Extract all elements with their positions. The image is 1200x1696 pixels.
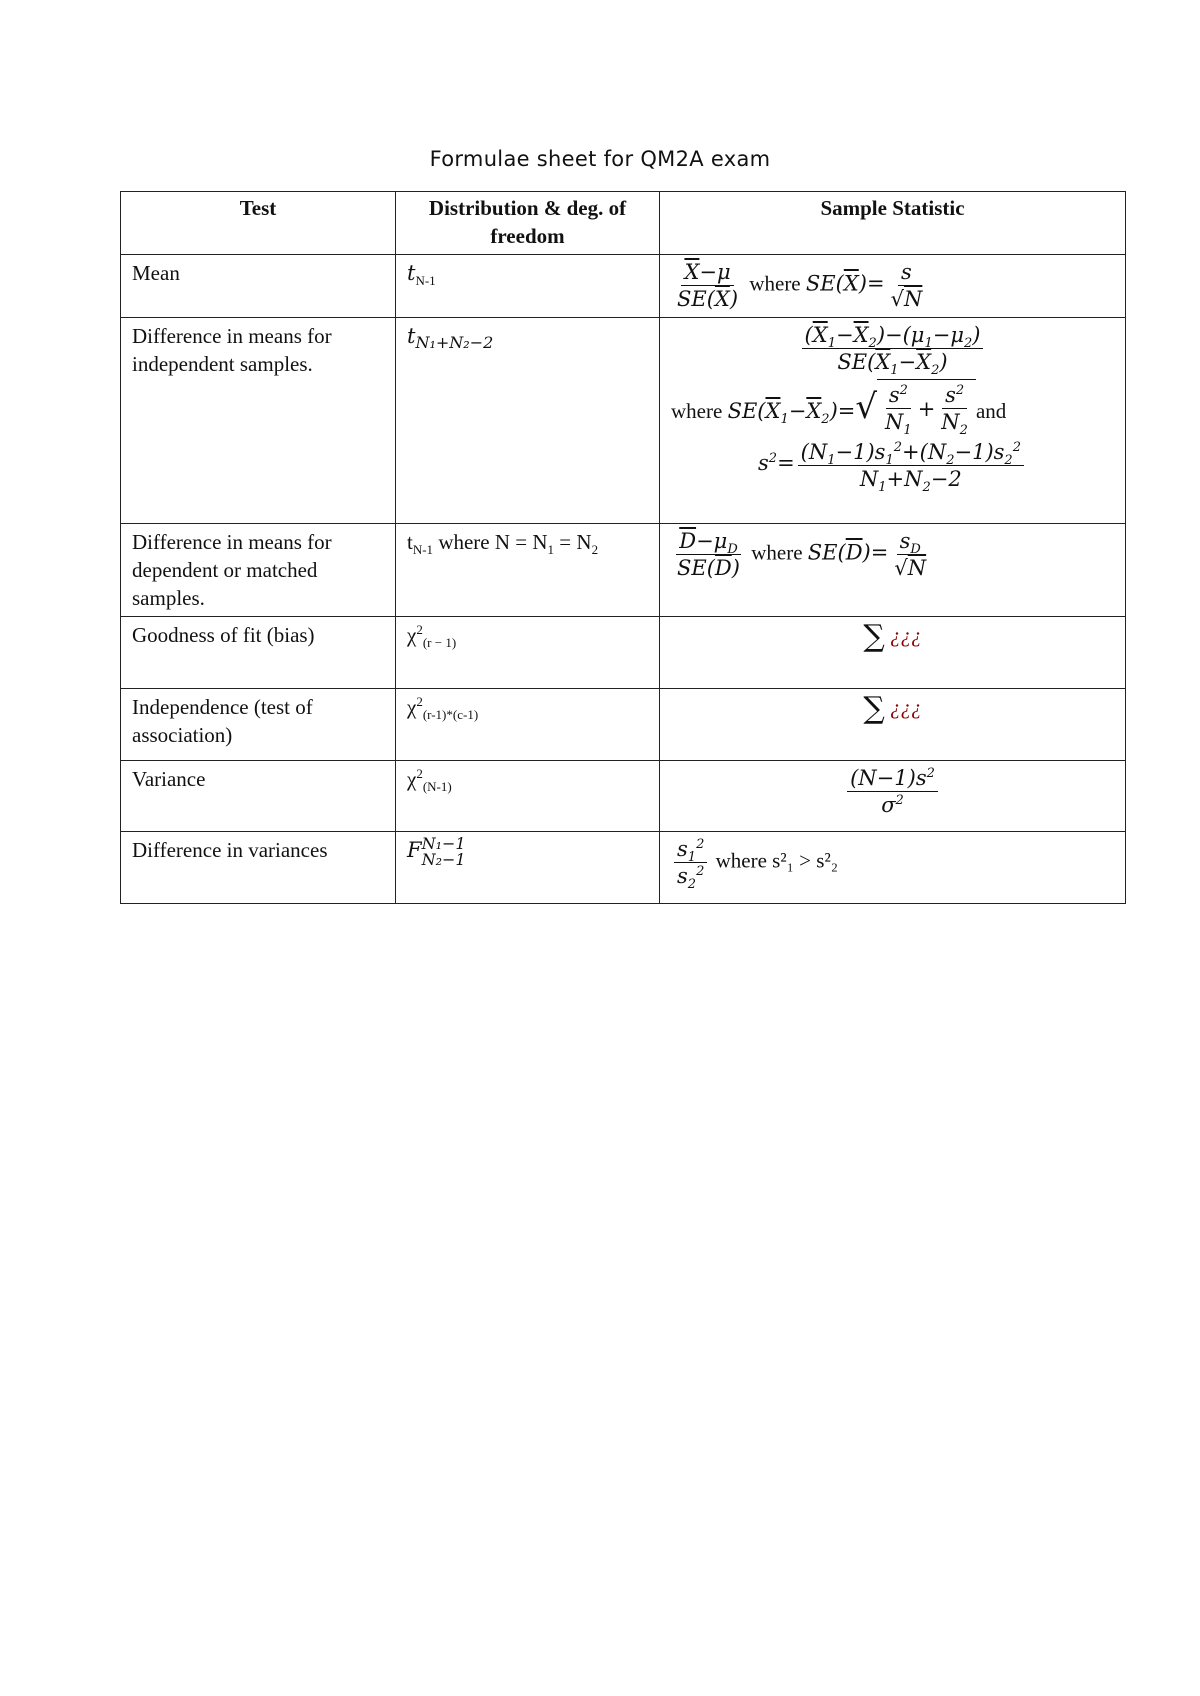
variance-condition: where s²₁ > s²₂: [710, 848, 839, 873]
dist-text-2: = N: [554, 530, 592, 554]
table-row: [121, 318, 1126, 524]
pooled-se-sqrt: √ $\frac{s^2}{N_1}$ + $\frac{s^2}{N_2}$: [855, 379, 976, 435]
se-mean-fraction: $\frac{s}{√N}$: [890, 260, 923, 311]
dist-superscript: 2: [416, 622, 423, 637]
dist-subscript: N-1: [415, 273, 436, 289]
table-header-row: [121, 192, 1126, 255]
header-test: Test: [121, 192, 396, 255]
dist-symbol: χ: [407, 767, 417, 791]
distribution-cell: [396, 617, 660, 689]
table-row: [121, 617, 1126, 689]
unknown-glyphs: ¿¿¿: [890, 695, 922, 719]
se-d-fraction: $\frac{s_D}{√N}$: [894, 529, 927, 580]
dist-text-subscript: 1: [547, 542, 555, 558]
mean-t-fraction: $\frac{\overline{X}-\mu}{SE(\overline{X})}$: [677, 260, 739, 311]
dist-superscript: N₁−1: [421, 834, 466, 854]
dist-symbol: t: [407, 530, 413, 554]
and-label: and: [975, 399, 1007, 423]
distribution-cell: [396, 689, 660, 761]
table-row: [121, 832, 1126, 904]
statistic-cell: [660, 761, 1126, 832]
dist-subscript: N₁+N₂−2: [415, 333, 494, 353]
dist-text: where N = N: [433, 530, 548, 554]
statistic-cell: [660, 689, 1126, 761]
unknown-glyphs: ¿¿¿: [890, 623, 922, 647]
pooled-variance-fraction: $\frac{(N_1-1)s_1^2+(N_2-1)s_2^2}{N_1+N_2-2}$: [798, 439, 1024, 492]
test-cell: Independence (test of association): [121, 689, 396, 761]
test-cell: Variance: [121, 761, 396, 832]
dist-subscript: N-1: [412, 542, 434, 558]
dist-subscript: (r-1)*(c-1): [422, 707, 479, 723]
dist-subscript: (r − 1): [422, 635, 457, 651]
dist-text-2-subscript: 2: [591, 542, 599, 558]
dist-symbol: F: [407, 838, 422, 862]
dist-symbol: t: [407, 324, 416, 348]
dist-superscript: 2: [416, 694, 423, 709]
statistic-cell: [660, 832, 1126, 904]
statistic-cell: [660, 617, 1126, 689]
distribution-cell: [396, 832, 660, 904]
header-distribution: Distribution & deg. of freedom: [396, 192, 660, 255]
independent-t-fraction: $\frac{(\overline{X}_1-\overline{X}_2)-(\mu_1-\mu_2)}{SE(\overline{X}_1-\overline{X}_2)}$: [802, 322, 984, 375]
statistic-cell: $\frac{(\overline{X}_1-\overline{X}_2)-(\mu_1-\mu_2)}{SE(\overline{X}_1-\overline{X}_2)}$ where $SE(\overline{X}_1-\overline{X}_2)=$ √ $\frac{s^2}{N_1}$ + $\frac{s^2}{N_2}$ and $s^2=$ $\frac{(N_1-1)s_1^2+(N_2-1)s_2^2}{N_1+N_2-2}$: [660, 318, 1126, 524]
dist-symbol: t: [407, 261, 416, 285]
dependent-t-fraction: $\frac{\overline{D}-\mu_D}{SE(\overline{D})}$: [677, 529, 740, 580]
dist-subscript: N₂−1: [421, 850, 466, 870]
dist-symbol: χ: [407, 695, 417, 719]
page-title: Formulae sheet for QM2A exam: [429, 147, 771, 171]
dist-superscript: 2: [416, 766, 423, 781]
distribution-cell: [396, 318, 660, 524]
table-row: [121, 761, 1126, 832]
dist-symbol: χ: [407, 623, 417, 647]
variance-chi-fraction: $\frac{(N-1)s^2}{\sigma^2}$: [847, 765, 938, 818]
where-label: where: [749, 271, 801, 296]
table-row: [121, 524, 1126, 617]
distribution-cell: [396, 255, 660, 318]
table-row: [121, 255, 1126, 318]
statistic-cell: $\frac{\overline{X}-\mu}{SE(\overline{X})}$ where $SE(\overline{X})=$ $\frac{s}{√N}$: [660, 255, 1126, 318]
distribution-cell: [396, 761, 660, 832]
where-label: where: [751, 540, 803, 565]
dist-subscript: (N-1): [422, 779, 452, 795]
formulae-table: [120, 191, 1126, 904]
test-cell: Goodness of fit (bias): [121, 617, 396, 689]
test-cell: Difference in variances: [121, 832, 396, 904]
variance-ratio-fraction: $\frac{s_1^2}{s_2^2}$: [674, 836, 707, 889]
header-sample-statistic: Sample Statistic: [660, 192, 1126, 255]
where-label: where: [671, 399, 723, 423]
sum-symbol: ∑: [863, 619, 885, 654]
distribution-cell: [396, 524, 660, 617]
statistic-cell: $\frac{\overline{D}-\mu_D}{SE(\overline{D})}$ where $SE(\overline{D})=$ $\frac{s_D}{√N}$: [660, 524, 1126, 617]
test-cell: Difference in means for dependent or matched samples.: [121, 524, 396, 617]
sum-symbol: ∑: [863, 691, 885, 726]
test-cell: Mean: [121, 255, 396, 318]
test-cell: Difference in means for independent samples.: [121, 318, 396, 524]
table-row: [121, 689, 1126, 761]
